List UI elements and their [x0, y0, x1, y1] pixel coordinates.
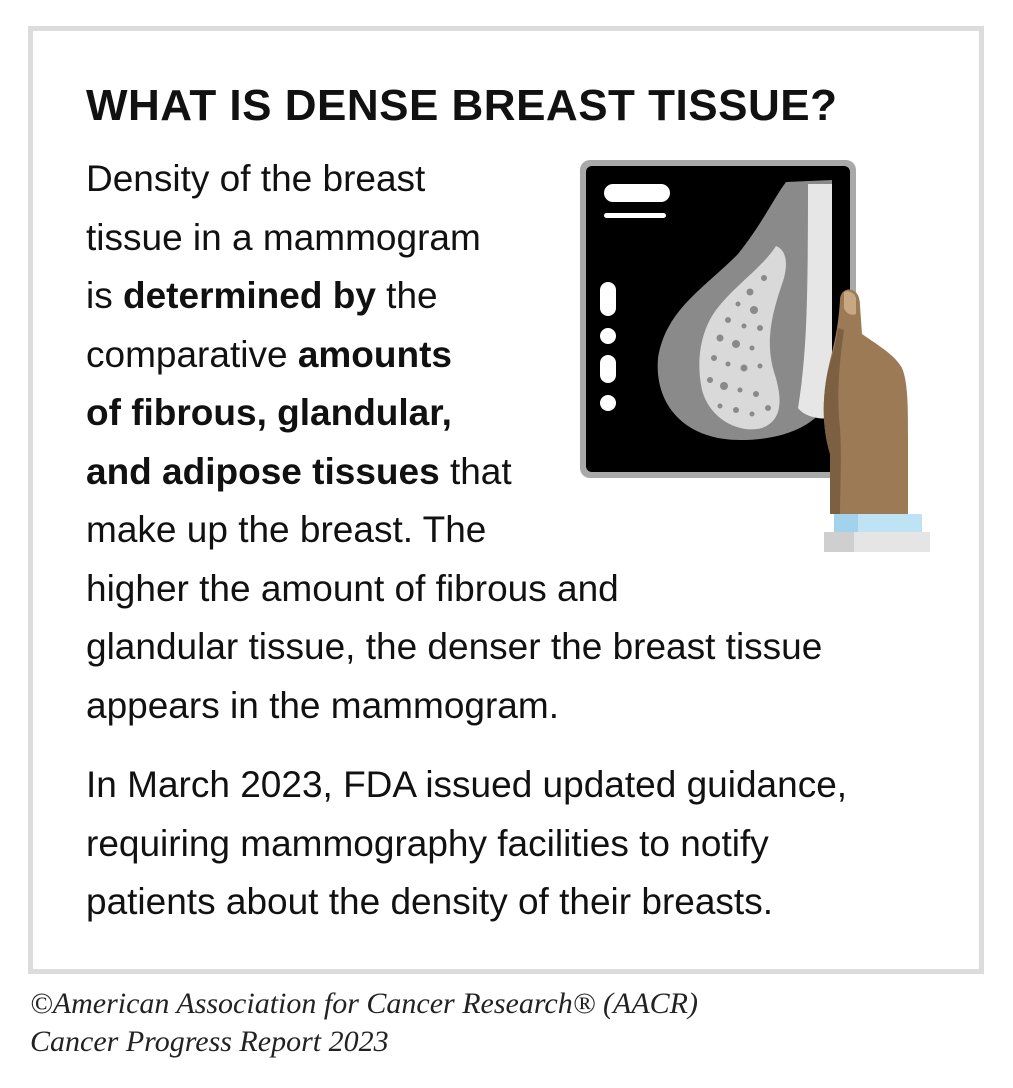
- bold-phrase: amounts: [297, 333, 452, 375]
- film-marker: [600, 282, 616, 316]
- text-line: patients about the density of their breasts.: [86, 881, 773, 922]
- fda-guidance-paragraph: [86, 756, 847, 932]
- sleeve-shadow: [824, 532, 854, 552]
- text-segment: is: [86, 275, 123, 316]
- film-marker: [600, 395, 616, 411]
- text-segment: the: [375, 275, 438, 316]
- text-line: tissue in a mammogram: [86, 216, 481, 258]
- sleeve-cuff-shadow: [834, 514, 858, 532]
- page-title: WHAT IS DENSE BREAST TISSUE?: [86, 81, 838, 130]
- film-label-bar: [604, 184, 670, 202]
- film-label-line: [604, 213, 666, 218]
- fingernail: [844, 291, 856, 315]
- text-line: higher the amount of fibrous and: [86, 567, 619, 609]
- bold-phrase: of fibrous, glandular,: [86, 392, 452, 433]
- mammogram-held-by-hand-icon: [578, 158, 934, 554]
- credit-line: ©American Association for Cancer Research® (AACR): [30, 987, 698, 1020]
- text-segment: comparative: [86, 333, 298, 375]
- text-segment: that: [439, 450, 512, 492]
- text-line: Density of the breast: [86, 158, 426, 199]
- text-line: requiring mammography facilities to notify: [86, 822, 769, 864]
- text-line: appears in the mammogram.: [86, 684, 559, 726]
- copyright-credit: [30, 985, 698, 1061]
- bold-phrase: and adipose tissues: [86, 450, 440, 492]
- text-line: glandular tissue, the denser the breast tissue: [86, 626, 823, 667]
- text-line: make up the breast. The: [86, 509, 487, 550]
- credit-line: Cancer Progress Report 2023: [30, 1025, 389, 1058]
- film-marker: [600, 328, 616, 344]
- bold-phrase: determined by: [123, 275, 376, 316]
- film-marker: [600, 355, 616, 383]
- text-line: In March 2023, FDA issued updated guidance,: [86, 764, 848, 805]
